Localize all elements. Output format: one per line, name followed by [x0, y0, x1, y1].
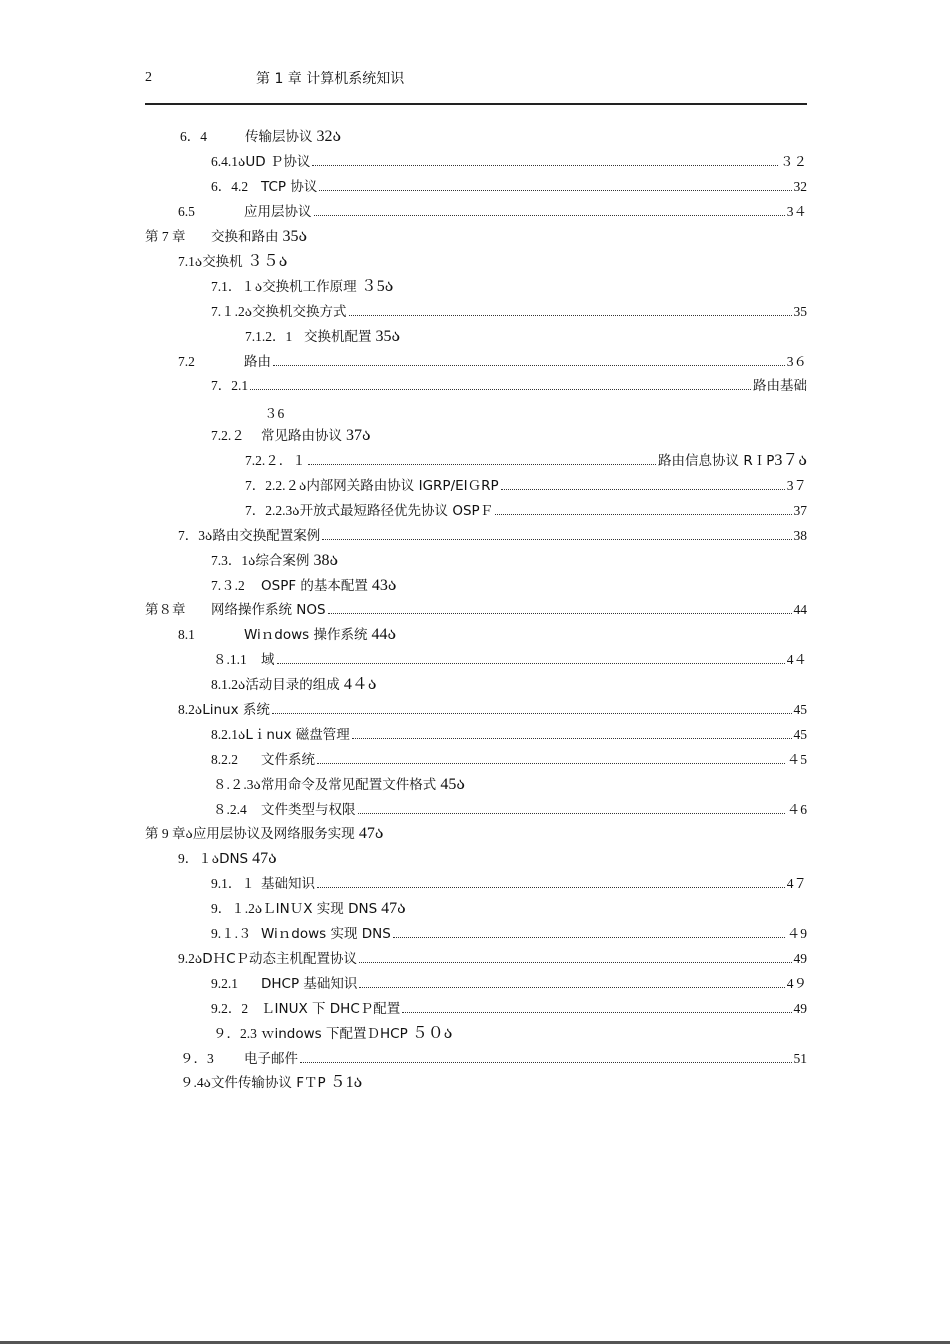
toc-entry-number: 8.2ა: [178, 702, 203, 717]
toc-entry-number: 8.2.2: [211, 752, 238, 767]
toc-entry-number: 7.1．１ა: [211, 279, 263, 294]
toc-entry-page: 35: [793, 304, 807, 319]
toc-entry-title: 路由交换配置案例: [212, 528, 321, 544]
dot-leader: [272, 712, 792, 714]
toc-entry-page: 51: [793, 1051, 807, 1066]
toc-entry-page: 38: [793, 528, 807, 543]
toc-entry-title: ＬINＵX 实现 DNS: [262, 901, 378, 917]
toc-entry-title: 应用层协议及网络服务实现: [192, 826, 355, 842]
toc-entry-title: Lｉnux 磁盘管理: [245, 727, 350, 743]
toc-entry[interactable]: [211, 277, 393, 297]
toc-entry-page: ４6: [786, 802, 807, 817]
toc-entry-title: 路由信息协议 RＩP: [658, 453, 775, 469]
toc-entry-title: 路由: [244, 354, 271, 370]
dot-leader: [250, 388, 751, 390]
toc-entry-title: DNS: [219, 851, 249, 867]
toc-entry-number: 第８章: [145, 602, 186, 617]
toc-entry-page: 47ა: [381, 900, 406, 917]
toc-entry-page: 38ა: [313, 552, 339, 569]
toc-entry-title: 常见路由协议: [261, 428, 342, 444]
toc-entry-page: 44: [793, 602, 807, 617]
dot-leader: [359, 986, 784, 988]
toc-entry-number: 9.2ა: [178, 951, 203, 966]
toc-entry[interactable]: [213, 650, 807, 670]
toc-entry-number: ８.２.3ა: [213, 777, 261, 792]
toc-entry-page: 47ა: [252, 850, 277, 867]
toc-chapter-entry[interactable]: [145, 824, 383, 844]
toc-entry-page: 4４: [786, 652, 807, 667]
toc-entry-title: Wiｎdows 操作系统: [244, 627, 368, 643]
toc-entry-number: 6．4.2: [211, 179, 249, 194]
toc-entry-number: 7.1ა: [178, 254, 203, 269]
toc-entry[interactable]: [211, 899, 406, 919]
toc-entry-title: 常用命令及常见配置文件格式: [260, 777, 437, 793]
toc-entry-number: 7.1.2．1: [245, 329, 293, 344]
toc-entry[interactable]: [178, 202, 807, 222]
toc-entry[interactable]: [211, 874, 807, 894]
toc-entry[interactable]: [213, 1024, 452, 1044]
toc-entry-page: 47ა: [358, 825, 384, 842]
dot-leader: [328, 612, 792, 614]
toc-entry-number: 7.３.2: [211, 578, 245, 593]
toc-chapter-entry[interactable]: [145, 600, 807, 620]
toc-entry-number: 7.１.2ა: [211, 304, 253, 319]
toc-entry-number: 8.2.1ა: [211, 727, 246, 742]
toc-entry-title: DHCP 基础知识: [261, 976, 358, 992]
toc-entry-number: ８.1.1: [213, 652, 247, 667]
toc-entry-title: 交换和路由: [211, 229, 279, 245]
toc-entry-number: 7．2.1: [211, 378, 249, 393]
toc-entry-title: 文件系统: [261, 752, 315, 768]
toc-entry-title: 内部网关路由协议 IGRP/EIＧRP: [306, 478, 499, 494]
toc-entry-number: 9.2.1: [211, 976, 238, 991]
toc-entry[interactable]: [245, 476, 807, 496]
toc-entry-number: ９．2.3: [213, 1026, 257, 1041]
toc-entry-title: 文件类型与权限: [261, 802, 356, 818]
toc-entry-title: ｗindows 下配置ＤHCP: [261, 1026, 408, 1042]
toc-entry[interactable]: [211, 675, 376, 695]
toc-entry[interactable]: [211, 999, 807, 1019]
toc-entry[interactable]: [178, 252, 287, 272]
toc-entry[interactable]: [245, 501, 807, 521]
toc-entry-number: 7．3ა: [178, 528, 213, 543]
dot-leader: [308, 463, 656, 465]
toc-entry-number: 9.１.３: [211, 926, 252, 941]
toc-entry-page: 49: [793, 951, 807, 966]
toc-entry-page: ３5ა: [360, 278, 394, 295]
toc-entry-page: 3４: [786, 204, 807, 219]
dot-leader: [495, 513, 791, 515]
toc-entry-number: 9.2．2: [211, 1001, 249, 1016]
dot-leader: [359, 961, 791, 963]
toc-entry-page: ３２: [780, 154, 807, 169]
dot-leader: [393, 936, 785, 938]
toc-entry-page: 4９: [786, 976, 807, 991]
dot-leader: [501, 488, 785, 490]
dot-leader: [319, 189, 791, 191]
toc-entry-title: 开放式最短路径优先协议 OSPＦ: [299, 503, 494, 519]
toc-entry-title: DＨCＰ动态主机配置协议: [202, 951, 358, 967]
toc-entry-title: Wiｎdows 实现 DNS: [261, 926, 391, 942]
toc-entry[interactable]: [211, 376, 807, 396]
toc-entry-title: 交换机工作原理: [262, 279, 357, 295]
toc-entry-title: OSPF 的基本配置: [261, 578, 368, 594]
dot-leader: [322, 538, 791, 540]
running-chapter-title: 第 1 章 计算机系统知识: [256, 71, 405, 87]
toc-entry-number: ９.4ა: [180, 1075, 211, 1090]
toc-entry-number: 7.3．1ა: [211, 553, 256, 568]
toc-entry-number: 7.2.２: [211, 428, 245, 443]
dot-leader: [277, 662, 785, 664]
toc-entry[interactable]: [211, 924, 807, 944]
toc-entry[interactable]: [178, 526, 807, 546]
toc-entry-page: 3６: [786, 354, 807, 369]
toc-entry[interactable]: [180, 1073, 362, 1093]
toc-entry[interactable]: [211, 152, 807, 172]
toc-entry-number: 7．2.2.２ა: [245, 478, 307, 493]
toc-entry-page: 4７: [786, 876, 807, 891]
toc-entry-page: 45ა: [440, 776, 465, 793]
toc-entry-title: 应用层协议: [244, 204, 312, 220]
toc-entry-number: 8.1: [178, 627, 195, 642]
toc-entry-title: 综合案例: [255, 553, 310, 569]
toc-entry-title: 交换机配置: [304, 329, 372, 345]
toc-entry-page: ５1ა: [329, 1074, 363, 1091]
toc-entry-title: 基础知识: [261, 876, 315, 892]
page-number: 2: [145, 70, 152, 85]
toc-entry-title: ＬINUX 下 DHCＰ配置: [261, 1001, 401, 1017]
toc-entry-number: 第 7 章: [145, 229, 186, 244]
toc-entry[interactable]: [211, 551, 338, 571]
dot-leader: [317, 886, 785, 888]
toc-entry[interactable]: [178, 949, 807, 969]
toc-entry-page: 32: [793, 179, 807, 194]
dot-leader: [312, 164, 778, 166]
toc-entry[interactable]: [245, 327, 400, 347]
toc-entry-page: ４9: [786, 926, 807, 941]
toc-entry-page: 49: [793, 1001, 807, 1016]
toc-entry[interactable]: [211, 426, 371, 446]
toc-entry[interactable]: [211, 750, 807, 770]
toc-entry-title: 网络操作系统 NOS: [211, 602, 326, 618]
toc-entry[interactable]: [211, 576, 397, 596]
toc-entry-page: 45: [793, 727, 807, 742]
toc-entry-number: 8.1.2ა: [211, 677, 246, 692]
toc-entry-page: ３５ა: [246, 253, 288, 270]
toc-entry-page: 44ა: [371, 626, 397, 643]
toc-entry-title: 交换机: [202, 254, 243, 270]
page-header: [145, 68, 807, 90]
toc-entry[interactable]: [245, 451, 807, 471]
toc-entry[interactable]: [211, 974, 807, 994]
toc-entry-number: 9．１ა: [178, 851, 220, 866]
toc-entry-page: 37: [793, 503, 807, 518]
toc-entry-number: ９．3: [180, 1051, 214, 1066]
toc-entry-title: 文件传输协议 FＴP: [210, 1075, 326, 1091]
dot-leader: [300, 1061, 792, 1063]
toc-entry-number: 7．2.2.3ა: [245, 503, 300, 518]
toc-entry-page: 32ა: [316, 128, 342, 145]
dot-leader: [317, 762, 785, 764]
header-rule: [145, 103, 807, 105]
toc-entry[interactable]: [211, 177, 807, 197]
dot-leader: [273, 364, 785, 366]
toc-entry-title: UD Ｐ协议: [245, 154, 311, 170]
toc-entry[interactable]: [178, 625, 396, 645]
toc-entry-page: 37ა: [346, 427, 371, 444]
toc-entry-page: 3７ა: [774, 452, 807, 469]
toc-entry-number: 7.2.２．１: [245, 453, 306, 468]
toc-entry-title: Linux 系统: [202, 702, 270, 718]
toc-entry-title: TCP 协议: [261, 179, 318, 195]
toc-entry[interactable]: [211, 302, 807, 322]
toc-entry-number: 6.5: [178, 204, 195, 219]
toc-entry-page: 3７: [786, 478, 807, 493]
toc-entry-number: 6.4.1ა: [211, 154, 246, 169]
toc-entry-number: 9．１.2ა: [211, 901, 263, 916]
toc-entry[interactable]: [178, 849, 277, 869]
toc-entry-number: ８.2.4: [213, 802, 247, 817]
toc-entry-page-wrapped: ３6: [264, 406, 285, 421]
toc-entry-page: 4４ა: [343, 676, 377, 693]
toc-entry-page: 35ა: [375, 328, 401, 345]
dot-leader: [314, 214, 785, 216]
toc-entry-title: 活动目录的组成: [245, 677, 340, 693]
toc-entry-page: 35ა: [282, 228, 308, 245]
toc-entry-number: 7.2: [178, 354, 195, 369]
dot-leader: [349, 314, 792, 316]
toc-entry-page: ５０ა: [411, 1025, 453, 1042]
toc-entry[interactable]: [178, 700, 807, 720]
toc-entry-title: 电子邮件: [244, 1051, 298, 1067]
toc-entry-title: 路由基础: [753, 378, 807, 394]
dot-leader: [352, 737, 792, 739]
toc-entry-number: 9.1．１: [211, 876, 255, 891]
toc-entry[interactable]: [213, 775, 465, 795]
toc-entry-title: 交换机交换方式: [252, 304, 347, 320]
dot-leader: [358, 812, 785, 814]
toc-entry[interactable]: [180, 127, 341, 147]
toc-entry[interactable]: [178, 352, 807, 372]
toc-entry-title: 传输层协议: [245, 129, 313, 145]
toc-chapter-entry[interactable]: [145, 227, 307, 247]
toc-entry-page: 45: [793, 702, 807, 717]
toc-entry-title: 域: [261, 652, 275, 668]
toc-entry-page: ４5: [786, 752, 807, 767]
toc-entry[interactable]: [213, 800, 807, 820]
toc-entry-number: 第 9 章ა: [145, 826, 193, 841]
dot-leader: [402, 1011, 791, 1013]
toc-entry-page: 43ა: [371, 577, 397, 594]
toc-entry[interactable]: [180, 1049, 807, 1069]
toc-entry[interactable]: [211, 725, 807, 745]
toc-entry-number: 6．4: [180, 129, 207, 144]
